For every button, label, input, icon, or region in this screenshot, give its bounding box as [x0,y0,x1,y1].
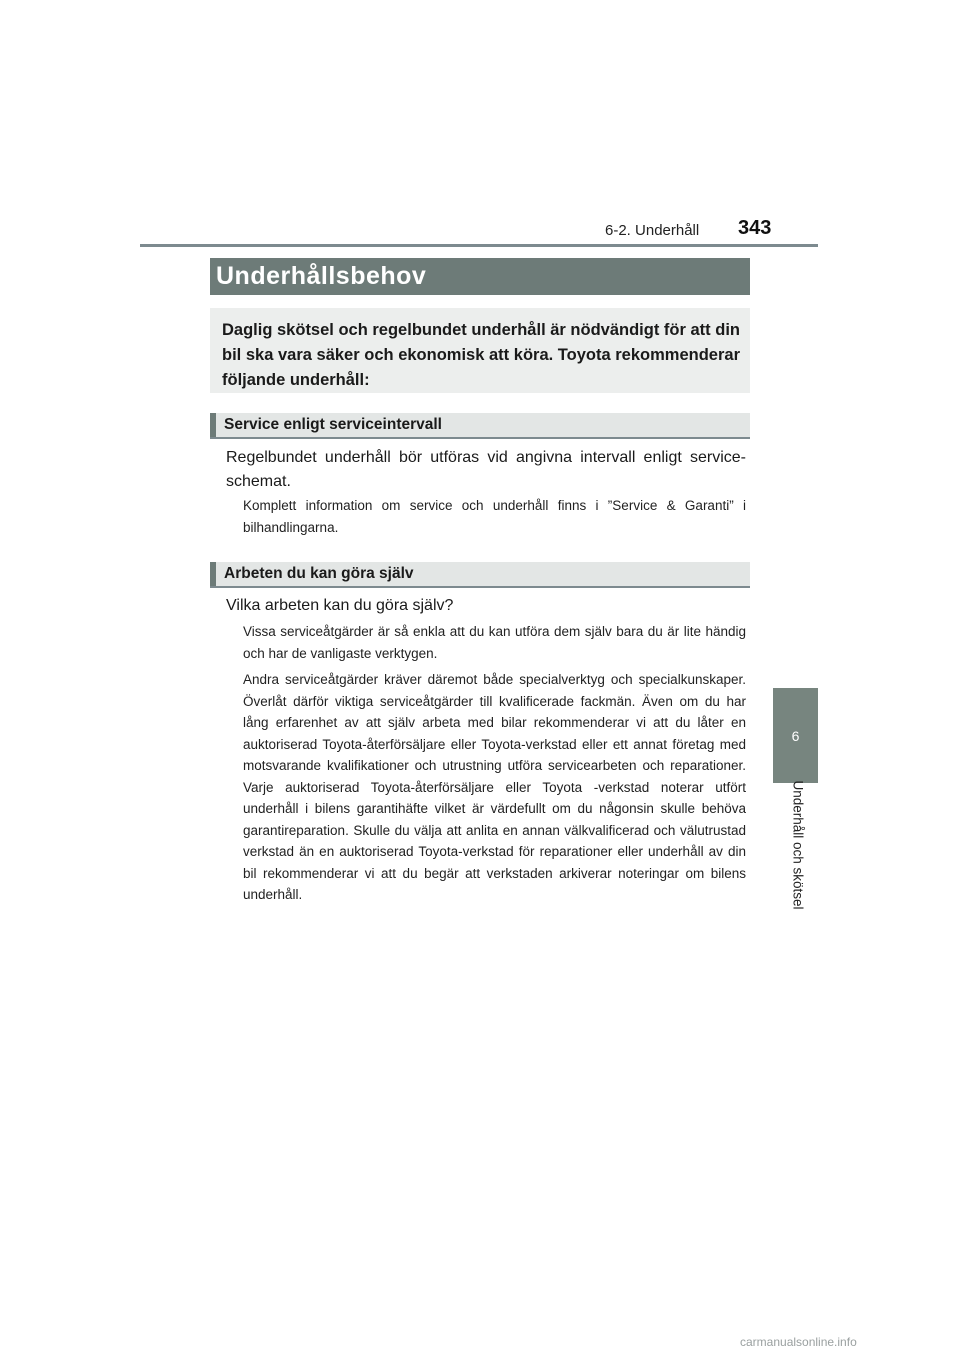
section-diy-paragraph-2: Andra serviceåtgärder kräver däremot både specialverktyg och specialkunskaper. Överlåt därför viktiga serviceåtgärder till kvalificerade fackmän. Även om du har lång erfarenhet av att själv arbeta med bilar rekommenderar vi att du låter en auktoriserad Toyota-återförsäljare eller Toyota-verkstad eller ett annat företag med motsvarande kvalifikationer och utrustning utföra servicearbeten och reparationer. Varje auktoriserad Toyota-återförsäljare eller Toyota -verkstad noterar utfört underhåll i bilens garantihäfte vilket är värdefullt om du någonsin skulle behöva garantireparation. Skulle du välja att anlita en annan välkvalificerad och välutrustad verkstad än en auktoriserad Toyota-verkstad för reparationer eller underhåll av din bil rekommenderar vi att du begär att verkstaden arkiverar noteringar om bilens underhåll. [243,672,746,902]
chapter-label-text: Underhåll och skötsel [790,780,806,910]
heading-accent-bar [210,562,216,586]
section-service-lead: Regelbundet underhåll bör utföras vid angivna intervall enligt serviceschemat. [226,449,746,490]
section-diy-lead: Vilka arbeten kan du göra själv? [226,597,454,614]
chapter-number: 6 [791,727,800,744]
watermark: carmanualsonline.info [740,1335,857,1349]
section-service-note: Komplett information om service och underhåll finns i ”Service & Garanti” i bilhandlingarna. [243,498,746,535]
intro-text: Daglig skötsel och regelbundet underhåll är nödvändigt för att din bil ska vara säker och ekonomisk att köra. Toyota rekommenderar följande underhåll: [222,321,740,389]
header-divider [140,244,818,247]
intro-box [210,308,750,393]
page-title: Underhållsbehov [216,262,427,290]
page-number: 343 [738,217,772,239]
section-heading-service [210,413,750,439]
chapter-tab[interactable] [773,688,818,783]
heading-accent-bar [210,413,216,437]
section-heading-label: Service enligt serviceintervall [224,416,442,433]
chapter-label [788,780,808,910]
section-heading-diy [210,562,750,588]
section-reference: 6-2. Underhåll [605,222,700,239]
page-title-bar [210,258,750,295]
section-heading-label: Arbeten du kan göra själv [224,565,414,582]
section-diy-paragraph-1: Vissa serviceåtgärder är så enkla att du kan utföra dem själv bara du är lite händig och har de vanligaste verktygen. [243,624,746,661]
